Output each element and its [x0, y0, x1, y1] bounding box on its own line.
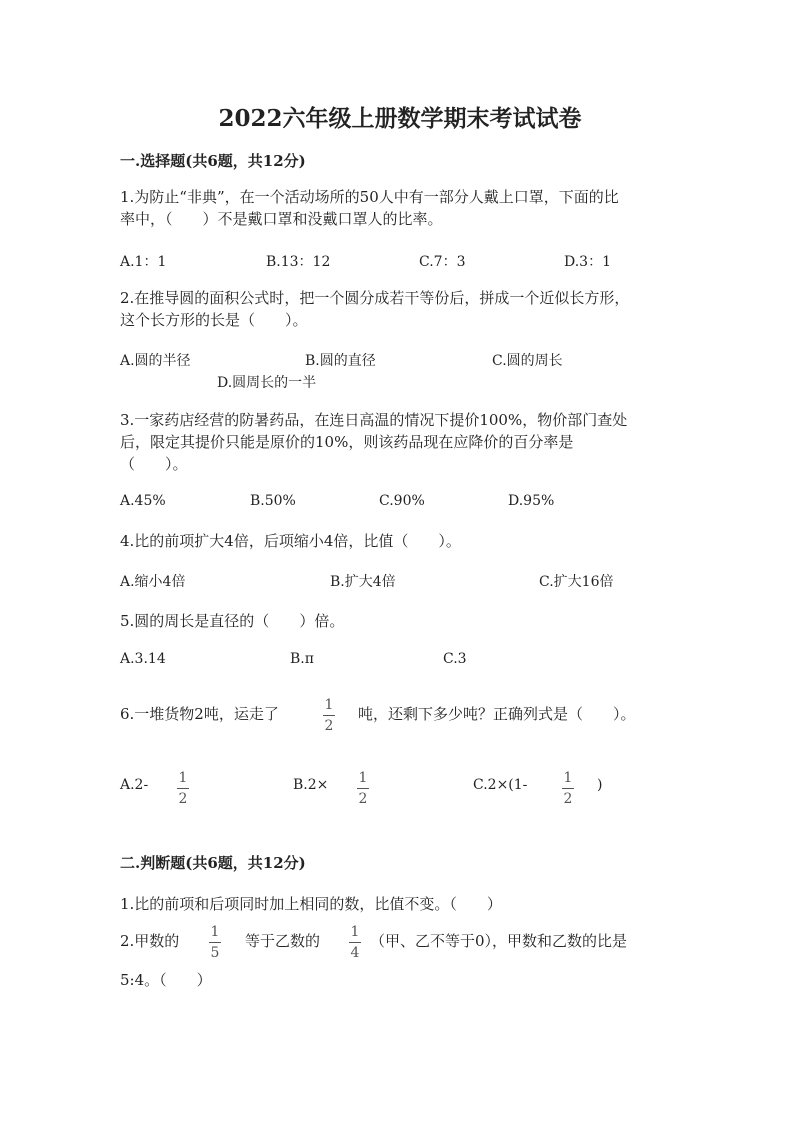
section-heading-choice: 一.选择题(共6题，共12分)	[120, 152, 306, 170]
question-1-line-2: 率中，（ ）不是戴口罩和没戴口罩人的比率。	[120, 210, 443, 228]
judgement-2-line-2: 5:4。（ ）	[120, 971, 212, 989]
q3-option-b: B.50%	[250, 493, 296, 509]
q5-option-a: A.3.14	[120, 651, 166, 667]
q2-option-b: B.圆的直径	[305, 353, 376, 369]
q6-option-a-fraction	[177, 770, 189, 807]
fraction-bar	[349, 942, 361, 943]
fraction-bar	[177, 788, 189, 789]
q1-option-d: D.3：1	[564, 254, 611, 270]
fraction-numerator: 1	[563, 770, 573, 786]
question-3-line-1: 3.一家药店经营的防暑药品，在连日高温的情况下提价100%，物价部门查处	[120, 411, 628, 429]
question-3-line-3: （ ）。	[120, 455, 188, 473]
q6-option-a-text: A.2-	[120, 777, 149, 793]
fraction-denominator: 4	[350, 945, 360, 961]
fraction-bar	[357, 788, 369, 789]
question-3-line-2: 后，限定其提价只能是原价的10%，则该药品现在应降价的百分率是	[120, 433, 574, 451]
q1-option-b: B.13：12	[266, 254, 331, 270]
fraction-bar	[562, 788, 574, 789]
page-title: 2022六年级上册数学期末考试试卷	[218, 105, 582, 132]
question-5: 5.圆的周长是直径的（ ）倍。	[120, 612, 345, 630]
q4-option-b: B.扩大4倍	[330, 574, 396, 590]
judgement-2-part-2: 等于乙数的	[245, 932, 321, 950]
question-4: 4.比的前项扩大4倍，后项缩小4倍，比值（ ）。	[120, 532, 461, 550]
question-6-part-2: 吨，还剩下多少吨？正确列式是（ ）。	[358, 705, 636, 723]
q4-option-a: A.缩小4倍	[120, 574, 186, 590]
q6-option-b-fraction	[357, 770, 369, 807]
q1-option-c: C.7：3	[419, 254, 466, 270]
fraction-numerator: 1	[350, 924, 360, 940]
judgement-2-fraction-1	[209, 924, 221, 961]
fraction-denominator: 2	[563, 791, 573, 807]
q1-option-a: A.1：1	[120, 254, 167, 270]
q5-option-c: C.3	[443, 651, 467, 667]
fraction-bar	[323, 715, 335, 716]
q6-option-c-fraction	[562, 770, 574, 807]
fraction-denominator: 2	[358, 791, 368, 807]
question-2-line-1: 2.在推导圆的面积公式时，把一个圆分成若干等份后，拼成一个近似长方形，	[120, 289, 630, 307]
question-6-part-1: 6.一堆货物2吨，运走了	[120, 705, 279, 723]
q6-fraction	[323, 697, 335, 734]
q6-option-b-text: B.2×	[293, 777, 329, 793]
q2-option-c: C.圆的周长	[492, 353, 563, 369]
judgement-1: 1.比的前项和后项同时加上相同的数，比值不变。（ ）	[120, 895, 502, 913]
q3-option-a: A.45%	[120, 493, 166, 509]
fraction-numerator: 1	[178, 770, 188, 786]
q4-option-c: C.扩大16倍	[539, 574, 614, 590]
question-1-line-1: 1.为防止“非典”，在一个活动场所的50人中有一部分人戴上口罩，下面的比	[120, 188, 619, 206]
question-2-line-2: 这个长方形的长是（ ）。	[120, 311, 308, 329]
fraction-numerator: 1	[210, 924, 220, 940]
judgement-2-fraction-2	[349, 924, 361, 961]
section-heading-judgement: 二.判断题(共6题，共12分)	[120, 854, 306, 872]
q6-option-c-suffix: )	[597, 777, 603, 793]
fraction-bar	[209, 942, 221, 943]
fraction-numerator: 1	[324, 697, 334, 713]
judgement-2-part-3: （甲、乙不等于0），甲数和乙数的比是	[370, 932, 628, 950]
fraction-denominator: 5	[210, 945, 220, 961]
fraction-denominator: 2	[178, 791, 188, 807]
fraction-denominator: 2	[324, 718, 334, 734]
judgement-2-part-1: 2.甲数的	[120, 932, 180, 950]
q6-option-c-text: C.2×(1-	[473, 777, 528, 793]
q5-option-b: B.π	[290, 651, 314, 667]
q2-option-a: A.圆的半径	[120, 353, 191, 369]
fraction-numerator: 1	[358, 770, 368, 786]
q3-option-d: D.95%	[508, 493, 555, 509]
q3-option-c: C.90%	[379, 493, 425, 509]
q2-option-d: D.圆周长的一半	[217, 375, 317, 391]
